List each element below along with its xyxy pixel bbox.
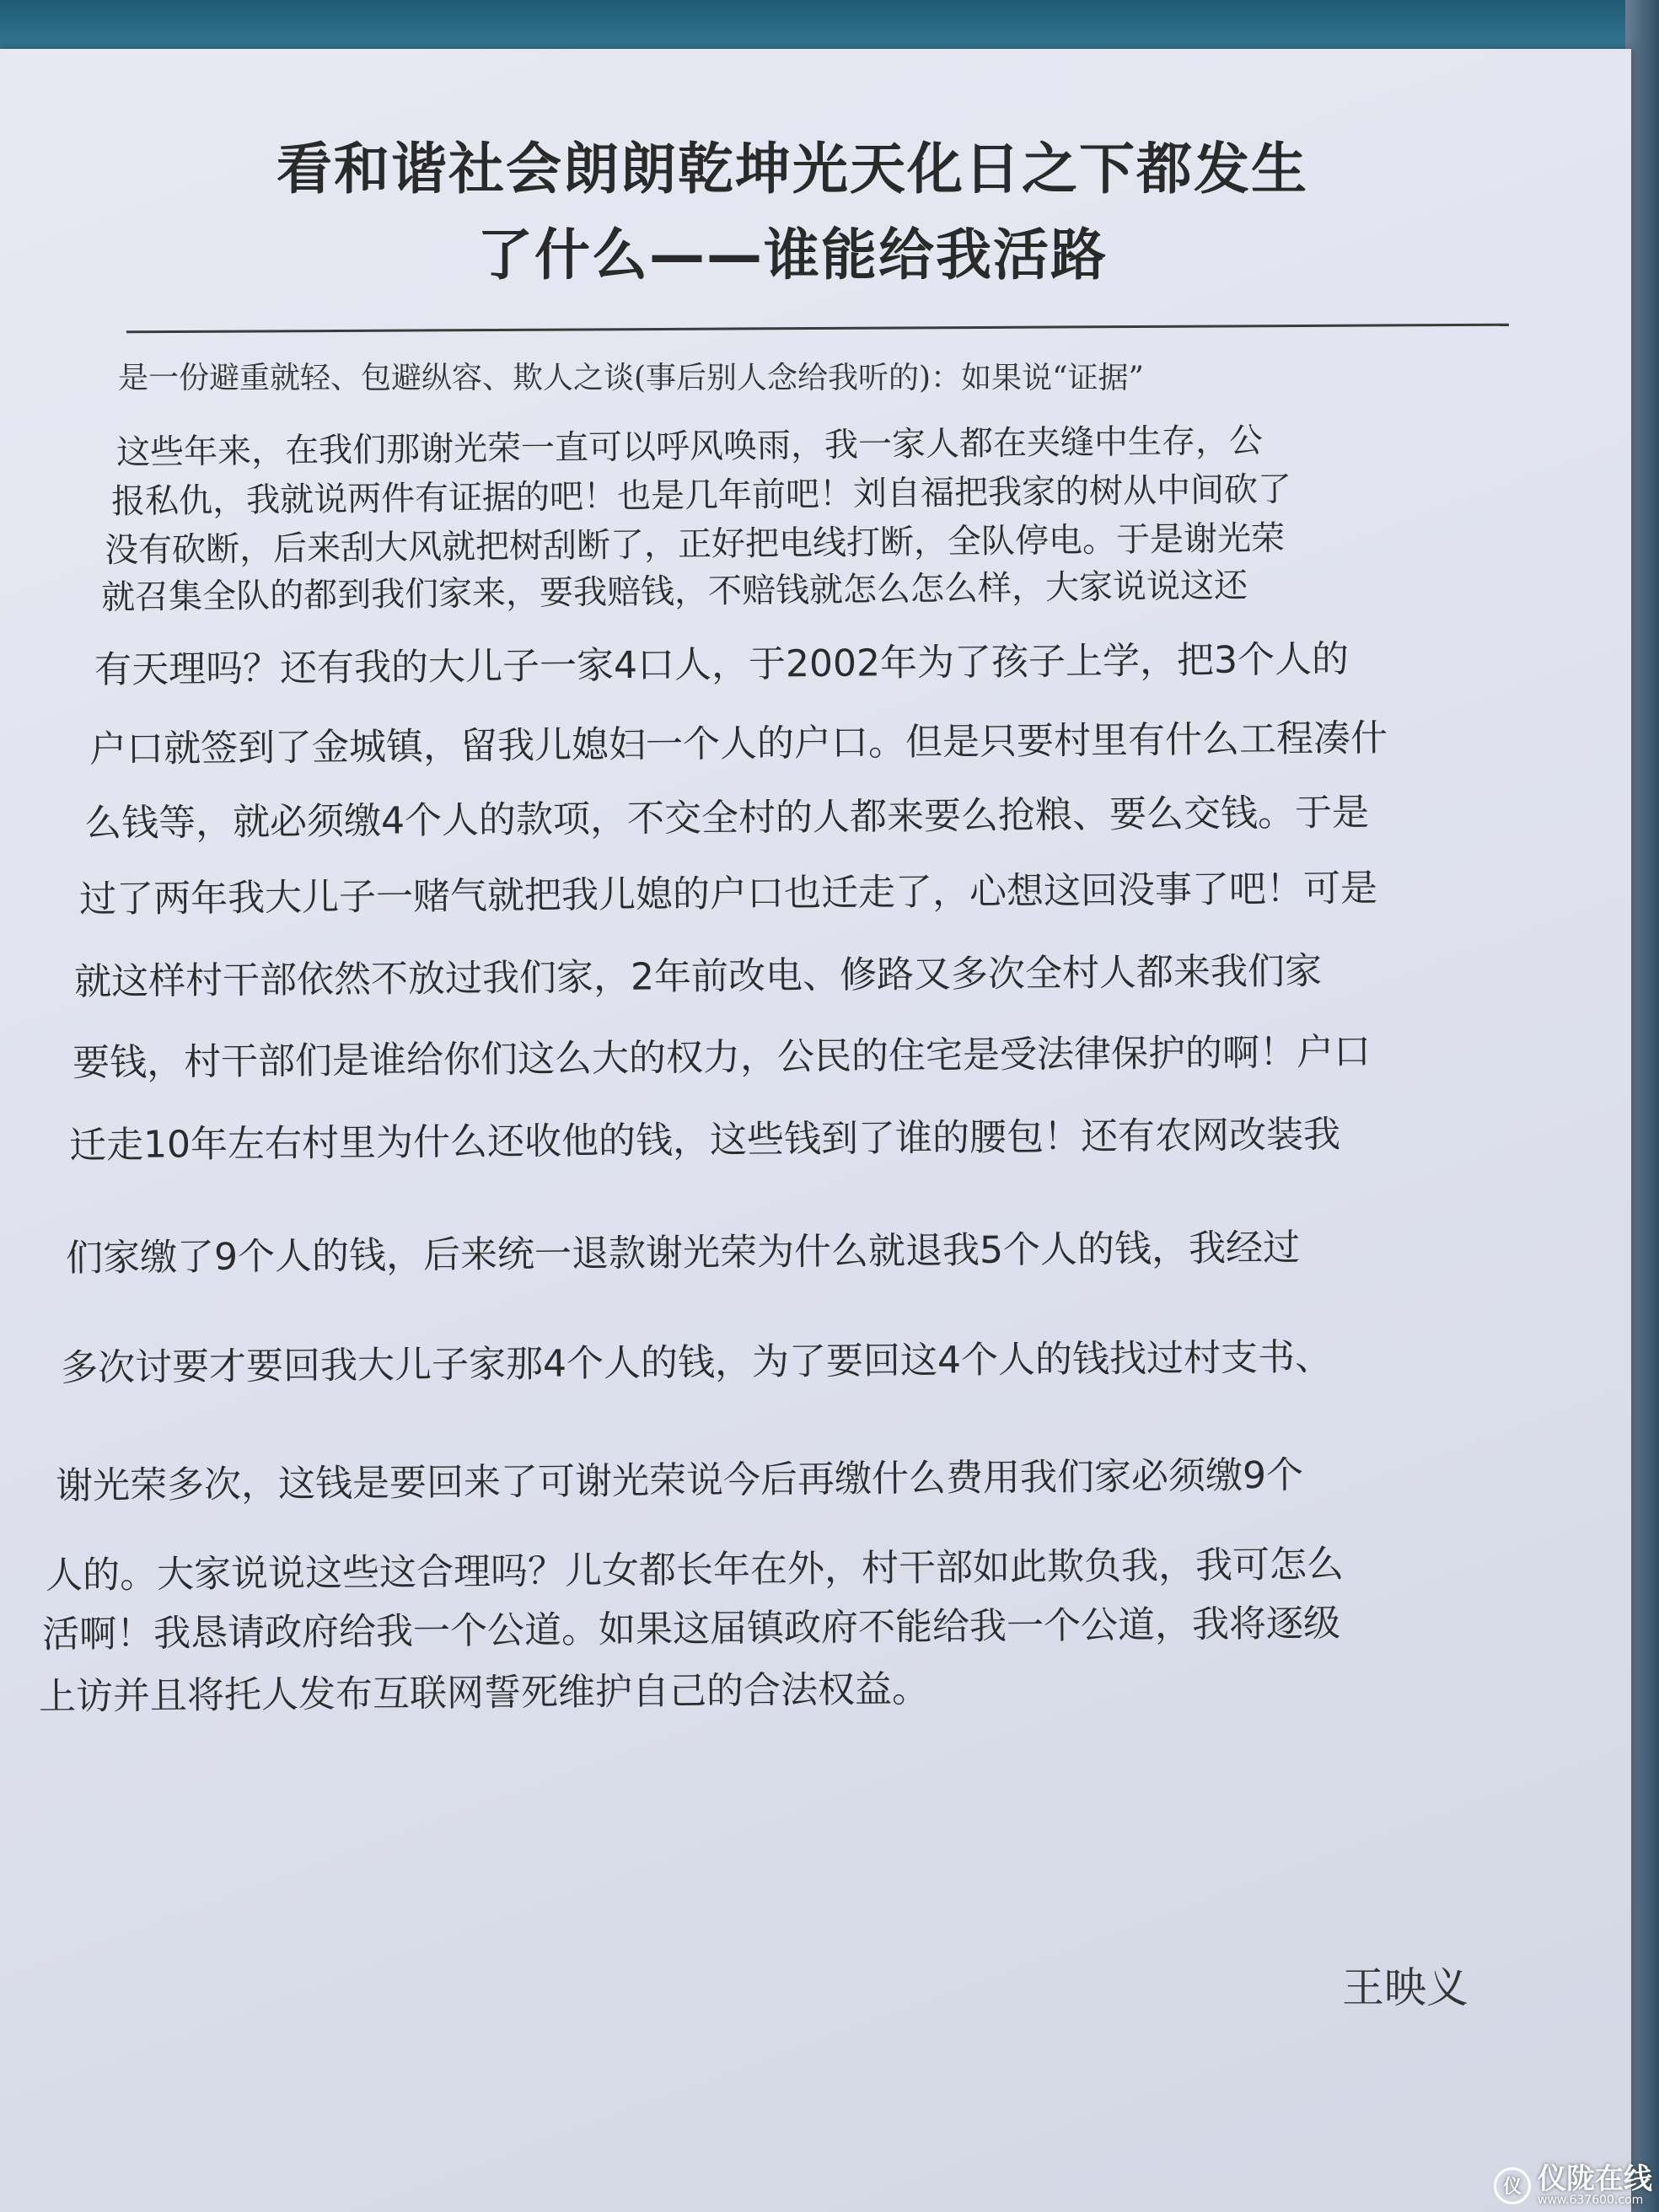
body-line-17: 上访并且将托人发布互联网誓死维护自己的合法权益。 <box>38 1667 930 1719</box>
body-line-1: 这些年来，在我们那谢光荣一直可以呼风唤雨，我一家人都在夹缝中生存，公 <box>115 421 1264 473</box>
site-watermark <box>1494 2161 1652 2208</box>
body-line-10: 要钱，村干部们是谁给你们这么大的权力，公民的住宅是受法律保护的啊！户口 <box>72 1030 1372 1085</box>
body-line-7: 么钱等，就必须缴4个人的款项，不交全村的人都来要么抢粮、要么交钱。于是 <box>83 791 1370 846</box>
body-line-3: 没有砍断，后来刮大风就把树刮断了，正好把电线打断，全队停电。于是谢光荣 <box>104 518 1286 571</box>
body-line-11: 迁走10年左右村里为什么还收他的钱，这些钱到了谁的腰包！还有农网改装我 <box>68 1113 1341 1168</box>
watermark-url: www.637600.com <box>1538 2193 1644 2208</box>
body-line-15: 人的。大家说说这些这合理吗？儿女都长年在外，村干部如此欺负我，我可怎么 <box>45 1543 1345 1597</box>
title-line-1: 看和谐社会朗朗乾坤光天化日之下都发生 <box>276 137 1308 201</box>
document-subtitle: 是一份避重就轻、包避纵容、欺人之谈(事后别人念给我听的)：如果说“证据” <box>118 361 1144 395</box>
title-line-2: 了什么——谁能给我活路 <box>477 223 1108 287</box>
body-line-5: 有天理吗？还有我的大儿子一家4口人，于2002年为了孩子上学，把3个人的 <box>94 637 1350 692</box>
body-line-8: 过了两年我大儿子一赌气就把我儿媳的户口也迁走了，心想这回没事了吧！可是 <box>78 867 1378 921</box>
body-line-6: 户口就签到了金城镇，留我儿媳妇一个人的户口。但是只要村里有什么工程凑什 <box>89 717 1388 771</box>
body-line-9: 就这样村干部依然不放过我们家，2年前改电、修路又多次全村人都来我们家 <box>73 949 1323 1004</box>
body-line-13: 多次讨要才要回我大儿子家那4个人的钱，为了要回这4个人的钱找过村支书、 <box>60 1335 1333 1390</box>
watermark-logo-icon: 仪 <box>1494 2167 1531 2204</box>
body-line-16: 活啊！我恳请政府给我一个公道。如果这届镇政府不能给我一个公道，我将逐级 <box>41 1602 1341 1656</box>
body-line-12: 们家缴了9个人的钱，后来统一退款谢光荣为什么就退我5个人的钱，我经过 <box>65 1226 1301 1280</box>
body-line-4: 就召集全队的都到我们家来，要我赔钱，不赔钱就怎么怎么样，大家说说这还 <box>100 566 1248 618</box>
document-title <box>101 126 1484 298</box>
author-signature: 王映义 <box>1342 1963 1468 2012</box>
watermark-name: 仪陇在线 <box>1538 2161 1652 2196</box>
body-line-14: 谢光荣多次，这钱是要回来了可谢光荣说今后再缴什么费用我们家必须缴9个 <box>55 1453 1304 1508</box>
body-line-2: 报私仇，我就说两件有证据的吧！也是几年前吧！刘自福把我家的树从中间砍了 <box>110 470 1292 522</box>
